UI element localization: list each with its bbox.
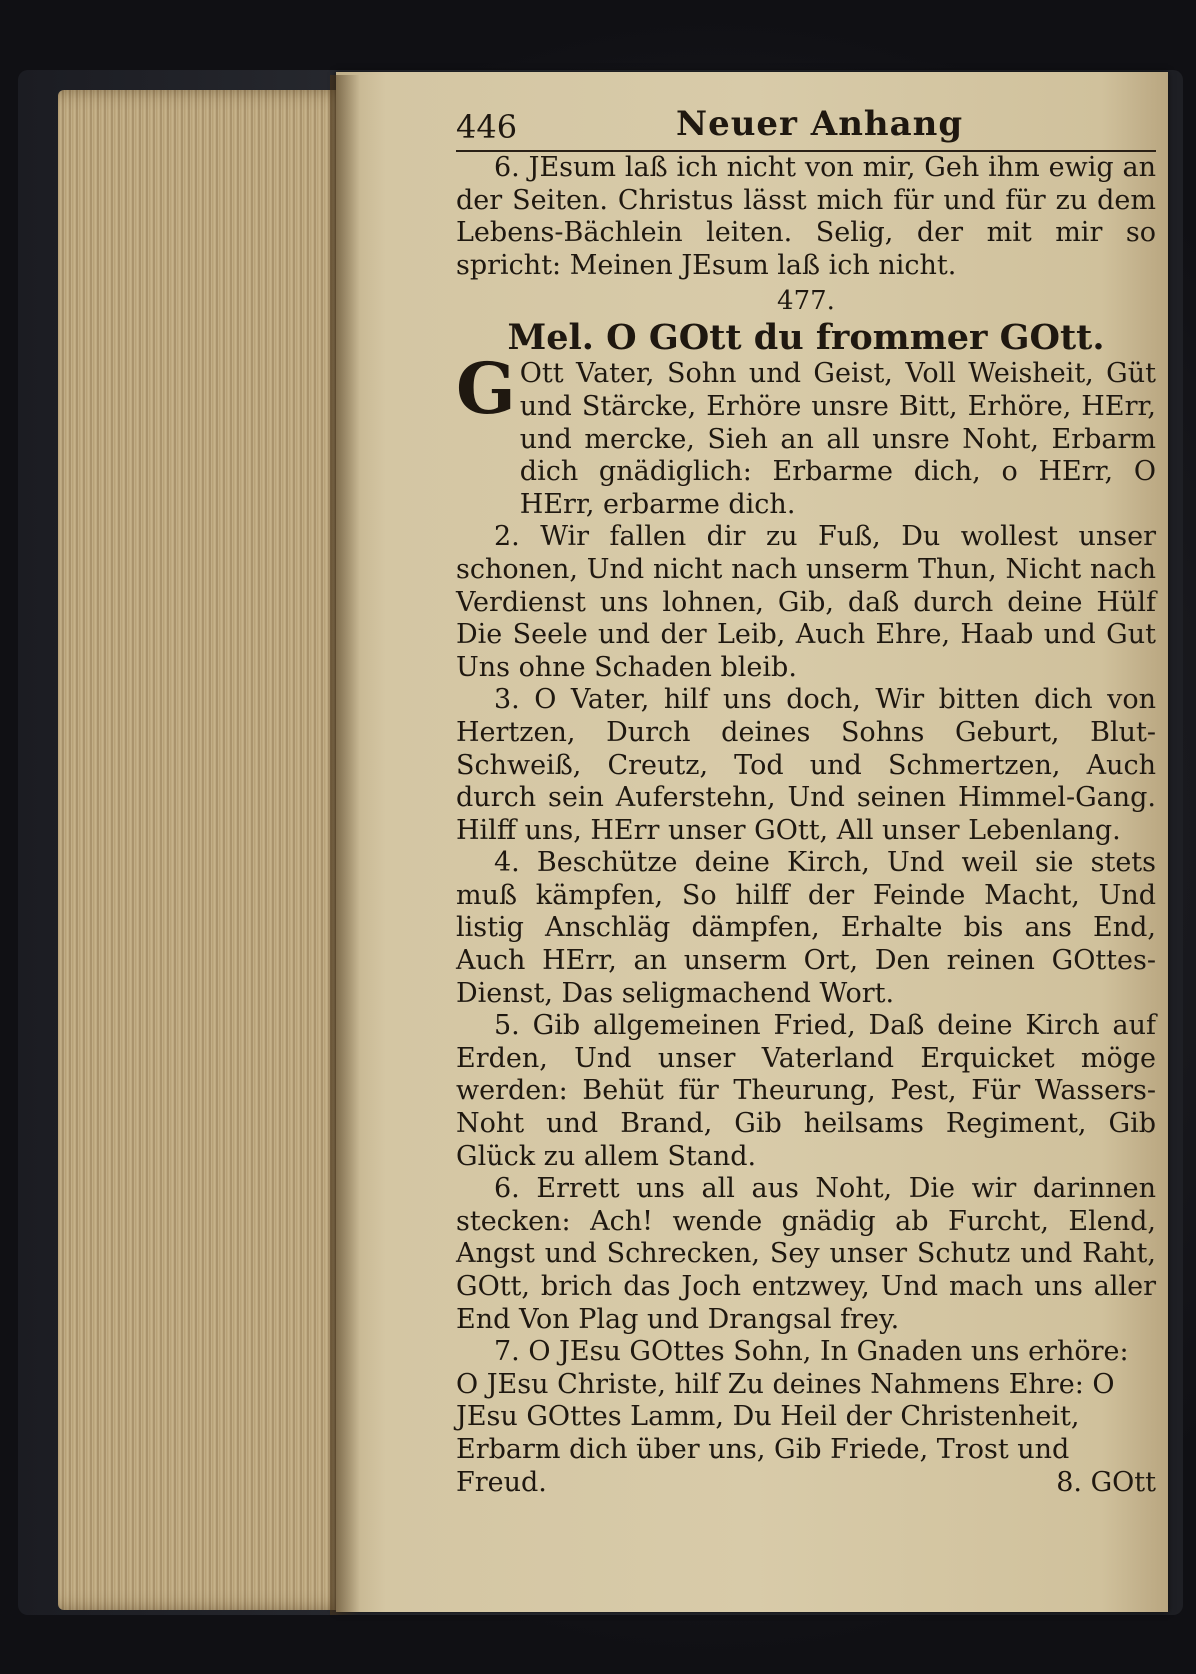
- hymn-verse-1: [456, 347, 1156, 521]
- drop-cap-initial: G: [456, 347, 516, 431]
- hymn-verse-2: 2. Wir fallen dir zu Fuß, Du wollest unser schonen, Und nicht nach unserm Thun, Nicht nach Verdienst uns lohnen, Gib, daß durch deine Hülf Die Seele und der Leib, Auch Ehre, Haab und Gut Uns ohne Schaden bleib.: [456, 521, 1156, 683]
- verse-1-text: Ott Vater, Sohn und Geist, Voll Weisheit, Güt und Stärcke, Erhöre unsre Bitt, Erhöre, HErr, und mercke, Sieh an all unsre Noht, Erbarm dich gnädiglich: Erbarme dich, o HErr, O HErr, erbarme dich.: [519, 358, 1156, 520]
- hymn-verse-3: 3. O Vater, hilf uns doch, Wir bitten dich von Hertzen, Durch deines Sohns Geburt, Blut-Schweiß, Creutz, Tod und Schmertzen, Auch durch sein Auferstehn, Und seinen Himmel-Gang. Hilff uns, HErr unser GOtt, All unser Lebenlang.: [456, 684, 1156, 846]
- melody-line: Mel. O GOtt du frommer GOtt.: [507, 317, 1105, 359]
- page-gutter-shadow: [330, 75, 360, 1615]
- page-number: 446: [456, 108, 518, 146]
- page-text-block: [456, 104, 1156, 1500]
- hymn-verse-6: 6. Errett uns all aus Noht, Die wir darinnen stecken: Ach! wende gnädig ab Furcht, Elend, Angst und Schrecken, Sey unser Schutz und Raht, GOtt, brich das Joch entzwey, Und mach uns aller End Von Plag und Drangsal frey.: [456, 1173, 1156, 1335]
- running-title: Neuer Anhang: [676, 104, 964, 144]
- previous-hymn-verse-6: 6. JEsum laß ich nicht von mir, Geh ihm ewig an der Seiten. Christus lässt mich für und für zu dem Lebens-Bächlein leiten. Selig, der mit mir so spricht: Meinen JEsum laß ich nicht.: [456, 152, 1156, 281]
- page-stack-edge: [58, 90, 358, 1610]
- page-header: [456, 104, 1156, 152]
- hymn-number: 477.: [777, 286, 835, 317]
- hymn-verse-7: 7. O JEsu GOttes Sohn, In Gnaden uns erhöre: O JEsu Christe, hilf Zu deines Nahmens Ehre: O JEsu GOttes Lamm, Du Heil der Christenheit, Erbarm dich über uns, Gib Friede, Trost und Freud.: [456, 1336, 1129, 1498]
- hymn-verse-4: 4. Beschütze deine Kirch, Und weil sie stets muß kämpfen, So hilff der Feinde Macht, Und listig Anschläg dämpfen, Erhalte bis ans End, Auch HErr, an unserm Ort, Den reinen GOttes-Dienst, Das seligmachend Wort.: [456, 847, 1156, 1009]
- hymn-verse-5: 5. Gib allgemeinen Fried, Daß deine Kirch auf Erden, Und unser Vaterland Erquicket möge werden: Behüt für Theurung, Pest, Für Wassers-Noht und Brand, Gib heilsams Regiment, Gib Glück zu allem Stand.: [456, 1010, 1156, 1172]
- catchword: 8. GOtt: [1056, 1467, 1156, 1499]
